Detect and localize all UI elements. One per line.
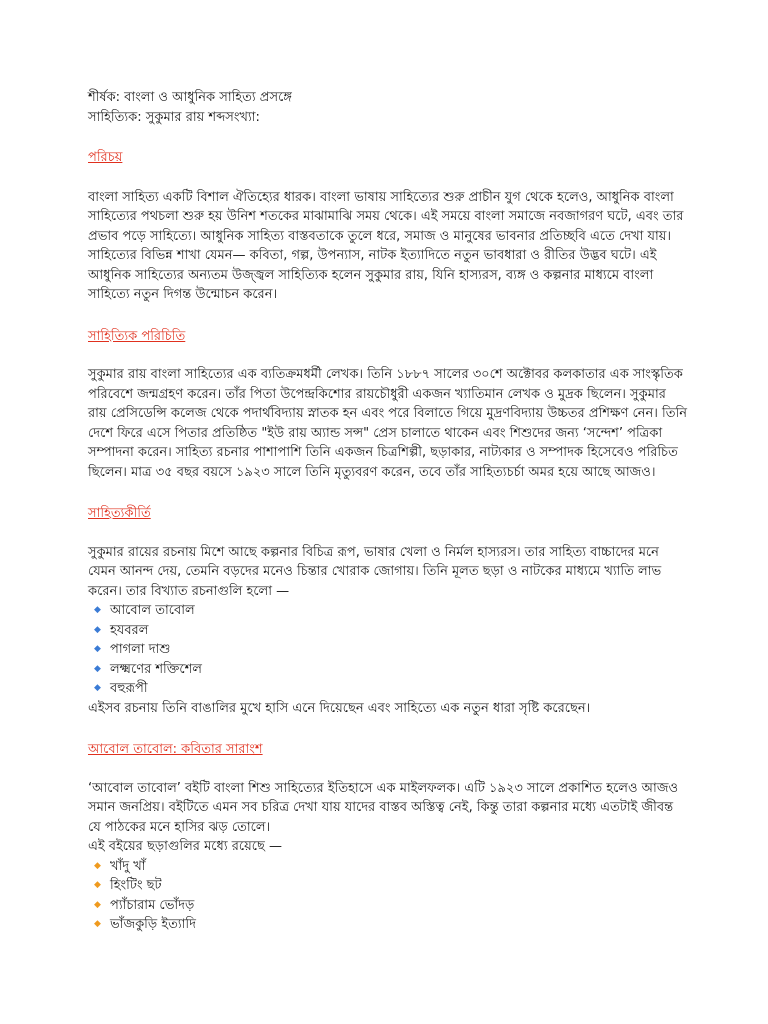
heading-abol-tabol: আবোল তাবোল: কবিতার সারাংশ [88, 742, 263, 757]
paragraph-abol-tabol: ‘আবোল তাবোল’ বইটি বাংলা শিশু সাহিত্যের ইতিহাসে এক মাইলফলক। এটি ১৯২৩ সালে প্রকাশিত হলেও আজও সমান জনপ্রিয়। বইটিতে এমন সব চরিত্র দেখা যায় যাদের বাস্তব অস্তিত্ব নেই, কিন্তু তারা কল্পনার মধ্যে এতটাই জীবন্ত যে পাঠকের মনে হাসির ঝড় তোলে। [88, 780, 679, 835]
list-item [94, 915, 688, 935]
list-item-label: বহুরূপী [110, 681, 148, 696]
diamond-icon: ◆ [94, 644, 101, 654]
list-item-label: হযবরল [110, 622, 149, 638]
list-item [94, 640, 688, 660]
diamond-icon: ◆ [94, 663, 101, 674]
list-item [94, 660, 688, 680]
list-item-label: আবোল তাবোল [110, 603, 195, 618]
list-item [94, 601, 688, 621]
diamond-icon: ◆ [94, 919, 101, 929]
list-item-label: ভাঁজকুড়ি ইত্যাদি [110, 917, 196, 932]
title-line: শীর্ষক: বাংলা ও আধুনিক সাহিত্য প্রসঙ্গে [88, 90, 292, 105]
list-item [94, 621, 688, 641]
list-item [94, 896, 688, 916]
diamond-icon: ◆ [94, 605, 101, 615]
list-item-label: লক্ষ্মণের শক্তিশেল [110, 661, 202, 677]
document-page [88, 88, 688, 935]
diamond-icon: ◆ [94, 880, 101, 890]
list-item [94, 679, 688, 699]
heading-author-profile: সাহিত্যিক পরিচিতি [88, 328, 186, 344]
heading-works: সাহিত্যকীর্তি [88, 506, 151, 521]
author-line: সাহিত্যিক: সুকুমার রায় শব্দসংখ্যা: [88, 109, 260, 125]
paragraph-intro: বাংলা সাহিত্য একটি বিশাল ঐতিহ্যের ধারক। বাংলা ভাষায় সাহিত্যের শুরু প্রাচীন যুগ থেকে হলেও, আধুনিক বাংলা সাহিত্যের পথচলা শুরু হয় উনিশ শতকের মাঝামাঝি সময় থেকে। এই সময়ে বাংলা সমাজে নবজাগরণ ঘটে, এবং তার প্রভাব পড়ে সাহিত্যে। আধুনিক সাহিত্য বাস্তবতাকে তুলে ধরে, সমাজ ও মানুষের ভাবনার প্রতিচ্ছবি এতে দেখা যায়। সাহিত্যের বিভিন্ন শাখা যেমন— কবিতা, গল্প, উপন্যাস, নাটক ইত্যাদিতে নতুন ভাবধারা ও রীতির উদ্ভব ঘটে। এই আধুনিক সাহিত্যের অন্যতম উজ্জ্বল সাহিত্যিক হলেন সুকুমার রায়, যিনি হাস্যরস, ব্যঙ্গ ও কল্পনার মাধ্যমে বাংলা সাহিত্যে নতুন দিগন্ত উন্মোচন করেন। [88, 189, 684, 302]
list-item-label: প্যাঁচারাম ভোঁদড় [110, 897, 195, 913]
abol-tabol-lead: এই বইয়ের ছড়াগুলির মধ্যে রয়েছে — [88, 839, 282, 854]
list-item [94, 857, 688, 877]
paragraph-works: সুকুমার রায়ের রচনায় মিশে আছে কল্পনার বিচিত্র রূপ, ভাষার খেলা ও নির্মল হাস্যরস। তার সাহিত্য বাচ্চাদের মনে যেমন আনন্দ দেয়, তেমনি বড়দের মনেও চিন্তার খোরাক জোগায়। তিনি মূলত ছড়া ও নাটকের মাধ্যমে খ্যাতি লাভ করেন। তার বিখ্যাত রচনাগুলি হলো — [88, 544, 662, 599]
list-item-label: খাঁদু খাঁ [110, 858, 146, 874]
rhymes-list [88, 857, 688, 935]
diamond-icon: ◆ [94, 683, 101, 693]
list-item-label: পাগলা দাশু [110, 642, 171, 657]
works-list [88, 601, 688, 699]
diamond-icon: ◆ [94, 624, 101, 635]
heading-intro: পরিচয় [88, 150, 123, 165]
paragraph-author-profile: সুকুমার রায় বাংলা সাহিত্যের এক ব্যতিক্রমধর্মী লেখক। তিনি ১৮৮৭ সালের ৩০শে অক্টোবর কলকাতার এক সাংস্কৃতিক পরিবেশে জন্মগ্রহণ করেন। তাঁর পিতা উপেন্দ্রকিশোর রায়চৌধুরী একজন খ্যাতিমান লেখক ও মুদ্রক ছিলেন। সুকুমার রায় প্রেসিডেন্সি কলেজ থেকে পদার্থবিদ্যায় স্নাতক হন এবং পরে বিলাতে গিয়ে মুদ্রণবিদ্যায় উচ্চতর প্রশিক্ষণ নেন। তিনি দেশে ফিরে এসে পিতার প্রতিষ্ঠিত "ইউ রায় অ্যান্ড সন্স" প্রেস চালাতে থাকেন এবং শিশুদের জন্য ‘সন্দেশ’ পত্রিকা সম্পাদনা করেন। সাহিত্য রচনার পাশাপাশি তিনি একজন চিত্রশিল্পী, ছড়াকার, নাট্যকার ও সম্পাদক হিসেবেও পরিচিত ছিলেন। মাত্র ৩৫ বছর বয়সে ১৯২৩ সালে তিনি মৃত্যুবরণ করেন, তবে তাঁর সাহিত্যচর্চা অমর হয়ে আছে আজও। [88, 367, 687, 480]
list-item-label: হিংটিং ছট [110, 878, 162, 893]
list-item [94, 876, 688, 896]
diamond-icon: ◆ [94, 899, 101, 910]
diamond-icon: ◆ [94, 860, 101, 871]
works-closing: এইসব রচনায় তিনি বাঙালির মুখে হাসি এনে দিয়েছেন এবং সাহিত্যে এক নতুন ধারা সৃষ্টি করেছেন। [88, 700, 591, 716]
